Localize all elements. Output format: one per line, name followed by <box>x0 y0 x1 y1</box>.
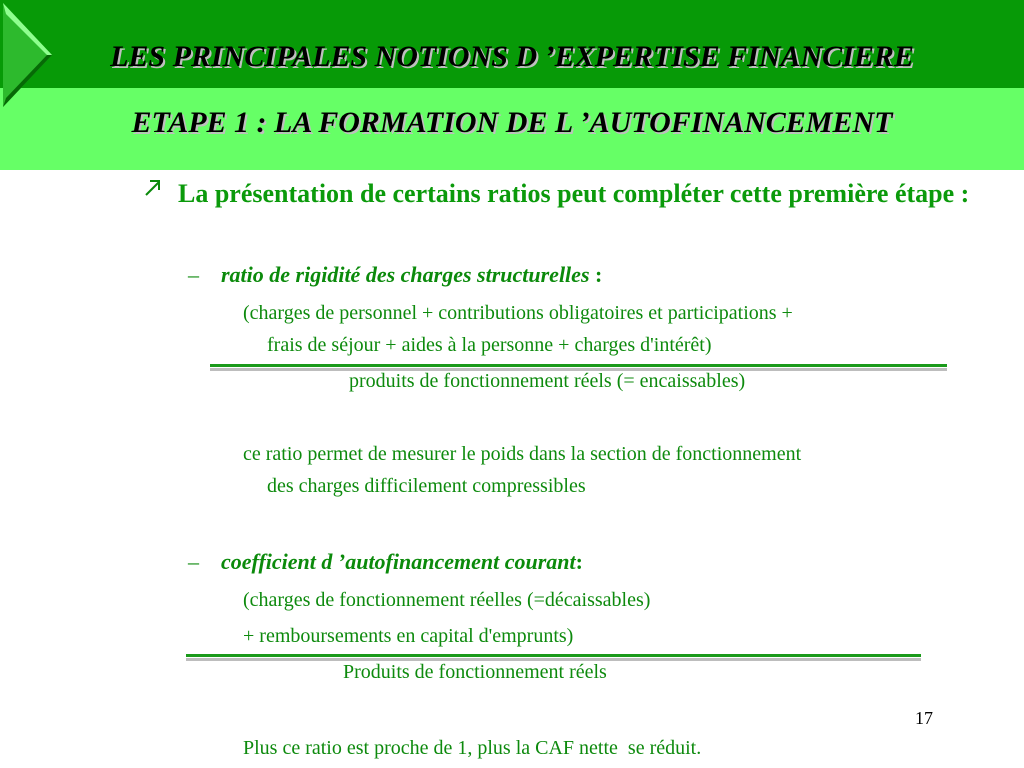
ratio2-colon: : <box>575 549 583 574</box>
page-number: 17 <box>915 708 933 728</box>
ratio1-explanation-line1: ce ratio permet de mesurer le poids dans la section de fonctionnement <box>243 443 802 465</box>
ratio1-numerator <box>243 297 1003 361</box>
dash-bullet: – <box>188 549 199 574</box>
ratio2-numerator <box>243 584 1003 652</box>
ratio2-fraction-bar <box>186 654 921 661</box>
ratio1-heading <box>221 262 602 288</box>
main-bullet-text: La présentation de certains ratios peut compléter cette première étape : <box>178 179 970 208</box>
ratio1-explanation <box>243 438 1003 502</box>
ratio2-numerator-line2: + remboursements en capital d'emprunts) <box>243 625 574 647</box>
slide-subtitle: ETAPE 1 : LA FORMATION DE L ’AUTOFINANCEMENT <box>131 106 893 139</box>
ratio2-heading <box>221 549 583 575</box>
ratio2-numerator-line1: (charges de fonctionnement réelles (=décaissables) <box>243 589 651 611</box>
ratio1-title: ratio de rigidité des charges structurelles <box>221 262 590 287</box>
ratio1-denominator: produits de fonctionnement réels (= encaissables) <box>349 370 746 392</box>
ratio1-explanation-line2: des charges difficilement compressibles <box>267 475 586 497</box>
ratio1-numerator-line1: (charges de personnel + contributions obligatoires et participations + <box>243 302 793 324</box>
slide-title: LES PRINCIPALES NOTIONS D ’EXPERTISE FINANCIERE <box>110 40 914 73</box>
ratio2-denominator: Produits de fonctionnement réels <box>343 661 607 683</box>
ratio2-title: coefficient d ’autofinancement courant <box>221 549 576 574</box>
ratio1-numerator-line2: frais de séjour + aides à la personne + charges d'intérêt) <box>267 334 712 356</box>
ratio1-colon: : <box>589 262 603 287</box>
ratio2-conclusion: Plus ce ratio est proche de 1, plus la CAF nette se réduit. <box>243 737 702 759</box>
dash-bullet: – <box>188 262 199 287</box>
arrow-up-right-icon <box>143 176 163 198</box>
